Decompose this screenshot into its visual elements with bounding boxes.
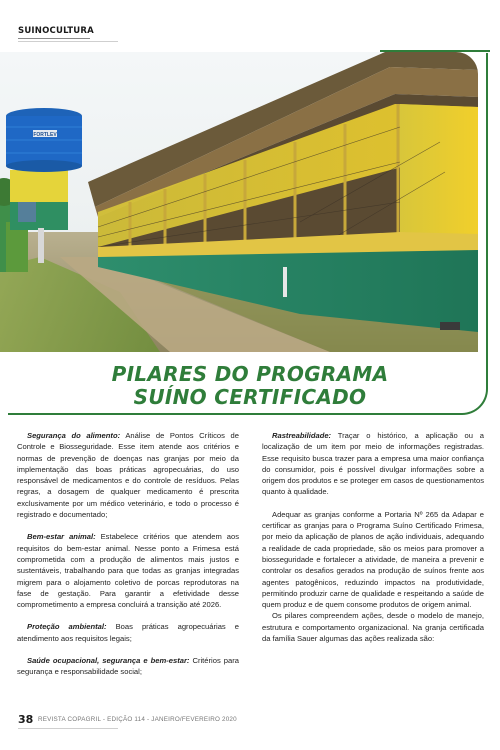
text-adequacy: Adequar as granjas conforme a Portaria Nº 265 da Adapar e certificar as granjas para o Programa Suíno Certificado Frimesa, por meio da aplicação de planos de ação individuais, adequando a realidade de cada propriedade, são os meios para promover a biosseguridade e fortalecer a atividade, de maneira a prevenir e controlar os desafios gerados na produção de suínos frente aos agentes patogênicos, reduzindo impactos na produtividade, permitindo produzir carne de qualidade e respeitando a saúde de quem produz e de quem consome produtos de origem animal. (262, 509, 484, 610)
paragraph-food-safety (17, 430, 239, 520)
text-environment: Boas práticas agropecuárias e atendimento aos requisitos legais; (17, 622, 239, 643)
text-occupational-health: Critérios para segurança e responsabilidade social; (17, 656, 239, 677)
section-rule (18, 38, 90, 39)
lead-environment: Proteção ambiental: (27, 622, 107, 632)
text-traceability: Traçar o histórico, a aplicação ou a localização de um item por meio de informações registradas. Esse requisito busca trazer para a empresa uma maior confiança do consumidor, pois é possível divulgar informações sobre a origem dos produtos e se proteger em casos de questionamentos quanto à qualidade. (262, 431, 484, 497)
article-title-line1: PILARES DO PROGRAMA (111, 362, 389, 386)
paragraph-animal-welfare (17, 531, 239, 610)
text-animal-welfare: Estabelece critérios que atendem aos requisitos do bem-estar animal. Nesse ponto a Frimesa está comprometida com a produção de alimentos mais justos e sustentáveis, trabalhando para que todas as granjas integradas migrem para o alojamento coletivo de porcas reprodutoras na fase de gestação. Para garantir a efetividade desse comprometimento a empresa concluirá a transição até 2026. (17, 532, 239, 610)
paragraph-environment (17, 621, 239, 644)
lead-traceability: Rastreabilidade: (272, 431, 332, 440)
section-rule-light (18, 41, 118, 42)
page-number: 38 (18, 713, 34, 726)
text-pillars: Os pilares compreendem ações, desde o modelo de manejo, estrutura e comportamento organizacional. Na granja certificada da família Sauer algumas das ações realizada são: (262, 611, 484, 644)
lead-animal-welfare: Bem-estar animal: (27, 532, 96, 542)
farm-photo-illustration (0, 52, 478, 352)
lead-food-safety: Segurança do alimento: (27, 431, 121, 440)
footer-publication: REVISTA COPAGRIL - EDIÇÃO 114 - JANEIRO/FEVEREIRO 2020 (38, 716, 237, 723)
paragraph-occupational-health (17, 655, 239, 678)
tank-label: FORTLEV (33, 131, 57, 138)
lead-occupational-health: Saúde ocupacional, segurança e bem-estar: (27, 656, 190, 666)
paragraph-adequacy (262, 509, 484, 611)
right-column (262, 430, 484, 644)
paragraph-pillars (262, 610, 484, 644)
farm-photo (0, 52, 478, 352)
left-column (17, 430, 239, 678)
text-food-safety: Análise de Pontos Críticos de Controle e Biosseguridade. Esse item atende aos critérios e normas de prevenção de doenças nas granjas por meio da implementação das boas práticas agropecuárias, do uso responsável de medicamentos e do controle de resíduos. Pelas regras, a dosagem de qualquer medicamento é prescrita exclusivamente por um médico veterinário, e todo o processo é registrado e documentado; (17, 431, 239, 520)
article-title-line2: SUÍNO CERTIFICADO (133, 385, 367, 409)
paragraph-traceability (262, 430, 484, 498)
footer-rule (18, 728, 118, 729)
section-label: SUINOCULTURA (18, 26, 94, 36)
